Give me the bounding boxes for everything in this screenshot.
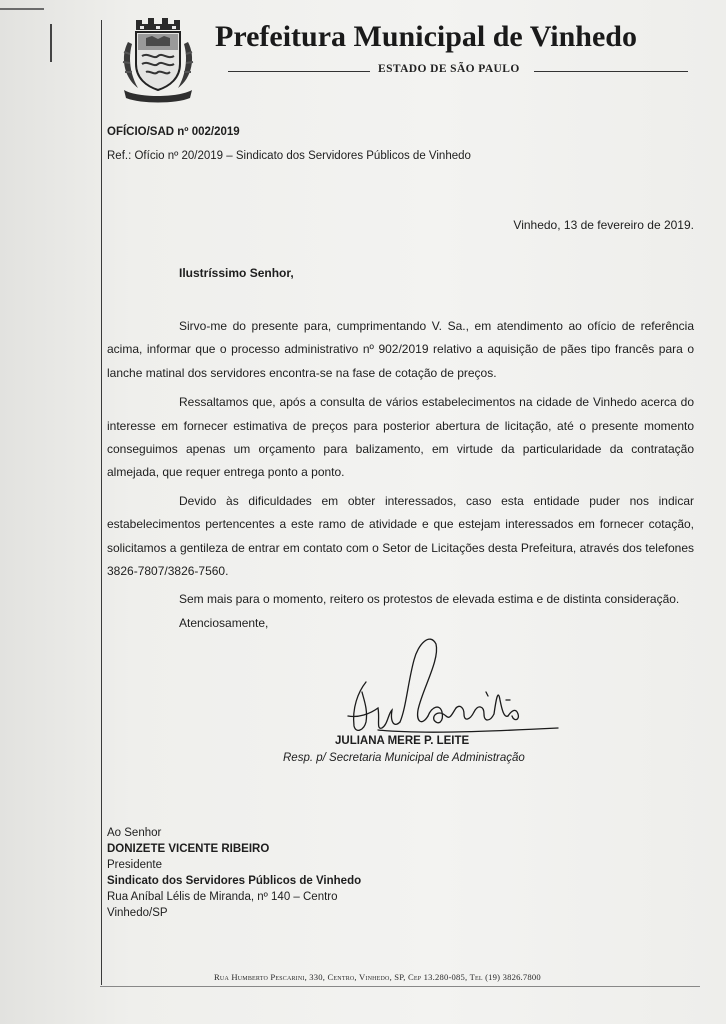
signer-role: Resp. p/ Secretaria Municipal de Administração — [283, 752, 525, 764]
body-paragraph: Ressaltamos que, após a consulta de vários estabelecimentos na cidade de Vinhedo acerca do interesse em fornecer estimativa de preços para posterior abertura de licitação, até o presente momento conseguimos apenas um orçamento para balizamento, em virtude da particularidade da contratação almejada, que requer entrega ponto a ponto. — [107, 395, 694, 480]
addressee-street: Rua Aníbal Lélis de Miranda, nº 140 – Centro — [107, 891, 338, 903]
left-margin-line — [101, 20, 102, 985]
body-paragraph: Sem mais para o momento, reitero os protestos de elevada estima e de distinta consideração. — [179, 592, 680, 607]
addressee-name: DONIZETE VICENTE RIBEIRO — [107, 843, 270, 855]
letter-body — [107, 315, 694, 617]
signer-name: JULIANA MERE P. LEITE — [335, 735, 470, 747]
letterhead-title: Prefeitura Municipal de Vinhedo — [215, 20, 637, 53]
closing: Atenciosamente, — [179, 616, 269, 630]
body-paragraph: Sirvo-me do presente para, cumprimentando V. Sa., em atendimento ao ofício de referência acima, informar que o processo administrativo nº 902/2019 relativo a aquisição de pães tipo francês para o lanche matinal dos servidores encontra-se na fase de cotação de preços. — [107, 319, 694, 380]
addressee-title: Presidente — [107, 859, 162, 871]
salutation: Ilustríssimo Senhor, — [179, 266, 294, 280]
date-line: Vinhedo, 13 de fevereiro de 2019. — [513, 218, 694, 232]
footer-rule — [100, 986, 700, 987]
addressee-city: Vinhedo/SP — [107, 907, 168, 919]
corner-mark — [0, 8, 44, 10]
municipal-coat-of-arms-icon — [118, 12, 198, 104]
oficio-number: OFÍCIO/SAD nº 002/2019 — [107, 126, 240, 138]
handwritten-signature — [318, 630, 578, 745]
reference-line: Ref.: Ofício nº 20/2019 – Sindicato dos Servidores Públicos de Vinhedo — [107, 150, 471, 162]
addressee-salutation: Ao Senhor — [107, 827, 162, 839]
margin-tick — [50, 24, 52, 62]
letterhead-subtitle-row — [228, 63, 688, 79]
subtitle-rule-left — [228, 71, 370, 72]
letterhead-subtitle: ESTADO DE SÃO PAULO — [378, 63, 520, 75]
addressee-organization: Sindicato dos Servidores Públicos de Vinhedo — [107, 875, 362, 887]
addressee-block — [107, 825, 361, 921]
body-paragraph: Devido às dificuldades em obter interessados, caso esta entidade puder nos indicar estabelecimentos pertencentes a este ramo de atividade e que estejam interessados em fornecer cotação, solicitamos a gentileza de entrar em contato com o Setor de Licitações desta Prefeitura, através dos telefones 3826-7807/3826-7560. — [107, 493, 694, 579]
footer-address: Rua Humberto Pescarini, 330, Centro, Vinhedo, SP, Cep 13.280-085, Tel (19) 3826.7800 — [214, 972, 541, 982]
subtitle-rule-right — [534, 71, 688, 72]
